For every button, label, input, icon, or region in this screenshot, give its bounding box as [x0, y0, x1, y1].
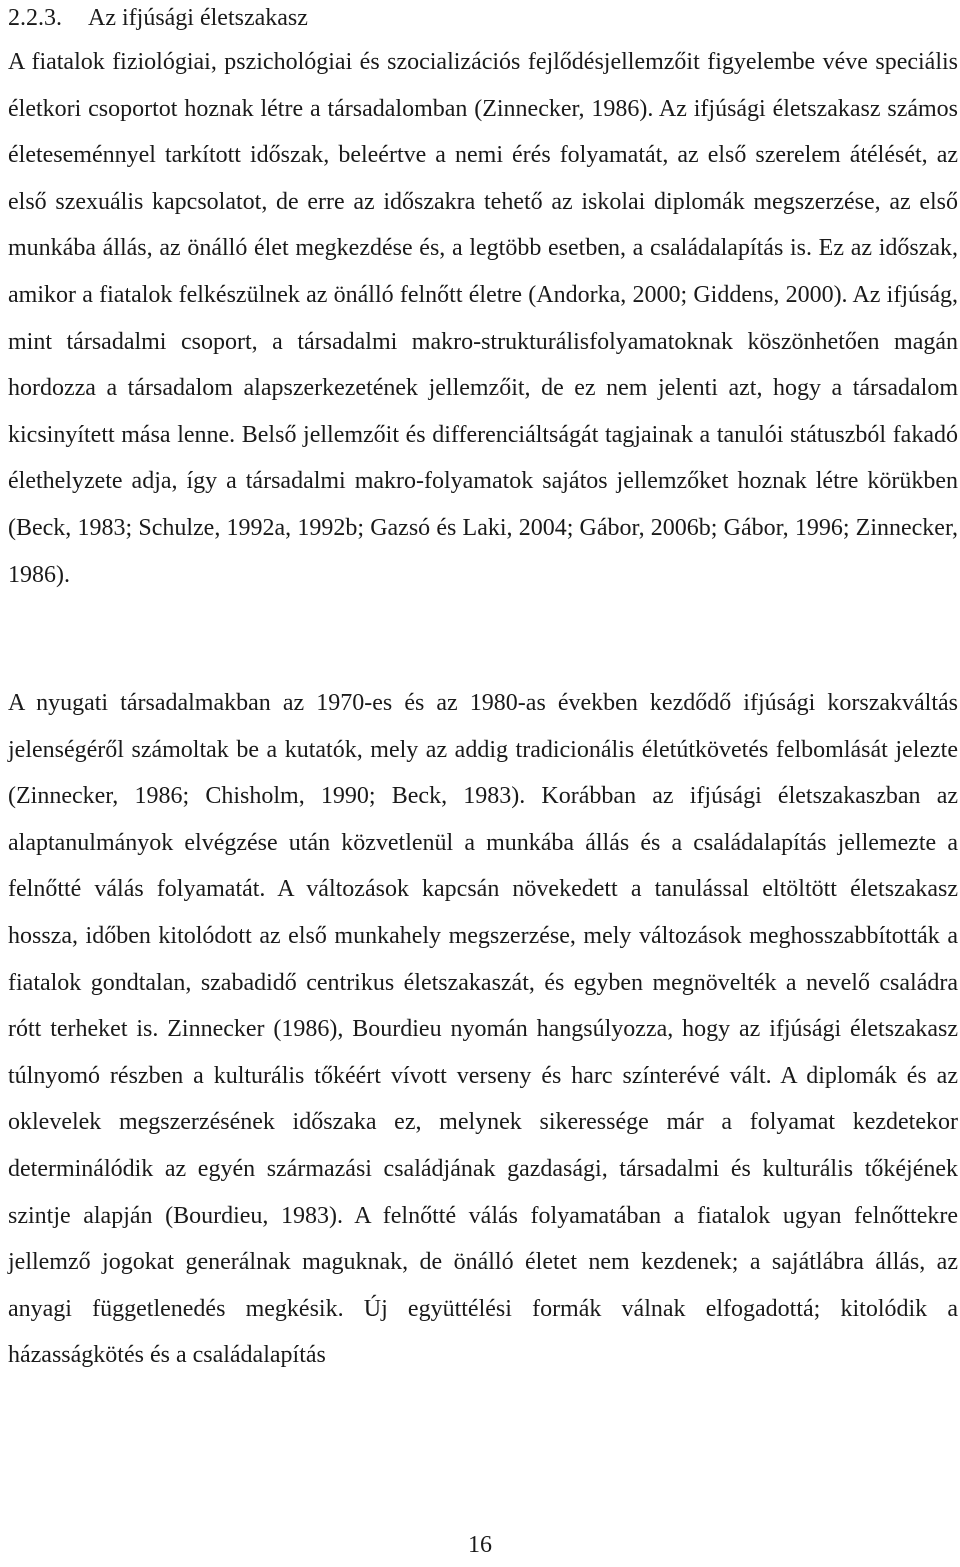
section-title: Az ifjúsági életszakasz — [88, 5, 308, 31]
section-heading — [8, 2, 308, 34]
section-number: 2.2.3. — [8, 5, 62, 31]
paragraph-1: A fiatalok fiziológiai, pszichológiai és szocializációs fejlődésjellemzőit figyelembe véve speciális életkori csoportot hoznak létre a társadalomban (Zinnecker, 1986). Az ifjúsági életszakasz számos életeseménnyel tarkított időszak, beleértve a nemi érés folyamatát, az első szerelem átélését, az első szexuális kapcsolatot, de erre az időszakra tehető az iskolai diplomák megszerzése, az első munkába állás, az önálló élet megkezdése és, a legtöbb esetben, a családalapítás is. Ez az időszak, amikor a fiatalok felkészülnek az önálló felnőtt életre (Andorka, 2000; Giddens, 2000). Az ifjúság, mint társadalmi csoport, a társadalmi makro-strukturálisfolyamatoknak köszönhetően magán hordozza a társadalom alapszerkezetének jellemzőit, de ez nem jelenti azt, hogy a társadalom kicsinyített mása lenne. Belső jellemzőit és differenciáltságát tagjainak a tanulói státuszból fakadó élethelyzete adja, így a társadalmi makro-folyamatok sajátos jellemzőket hoznak létre körükben (Beck, 1983; Schulze, 1992a, 1992b; Gazsó és Laki, 2004; Gábor, 2006b; Gábor, 1996; Zinnecker, 1986). — [8, 49, 958, 588]
paragraph-2: A nyugati társadalmakban az 1970-es és az 1980-as években kezdődő ifjúsági korszakváltás jelenségéről számoltak be a kutatók, mely az addig tradicionális életútkövetés felbomlását jelezte (Zinnecker, 1986; Chisholm, 1990; Beck, 1983). Korábban az ifjúsági életszakaszban az alaptanulmányok elvégzése után közvetlenül a munkába állás és a családalapítás jellemezte a felnőtté válás folyamatát. A változások kapcsán növekedett a tanulással eltöltött életszakasz hossza, időben kitolódott az első munkahely megszerzése, mely változások meghosszabbították a fiatalok gondtalan, szabadidő centrikus életszakaszát, és egyben megnövelték a nevelő családra rótt terheket is. Zinnecker (1986), Bourdieu nyomán hangsúlyozza, hogy az ifjúsági életszakasz túlnyomó részben a kulturális tőkéért vívott verseny és harc színterévé vált. A diplomák és az oklevelek megszerzésének időszaka ez, melynek sikeressége már a folyamat kezdetekor determinálódik az egyén származási családjának gazdasági, társadalmi és kulturális tőkéjének szintje alapján (Bourdieu, 1983). A felnőtté válás folyamatában a fiatalok ugyan felnőttekre jellemző jogokat generálnak maguknak, de önálló életet nem kezdenek; a sajátlábra állás, az anyagi függetlenedés megkésik. Új együttélési formák válnak elfogadottá; kitolódik a házasságkötés és a családalapítás — [8, 690, 958, 1369]
page-number: 16 — [468, 1532, 492, 1558]
